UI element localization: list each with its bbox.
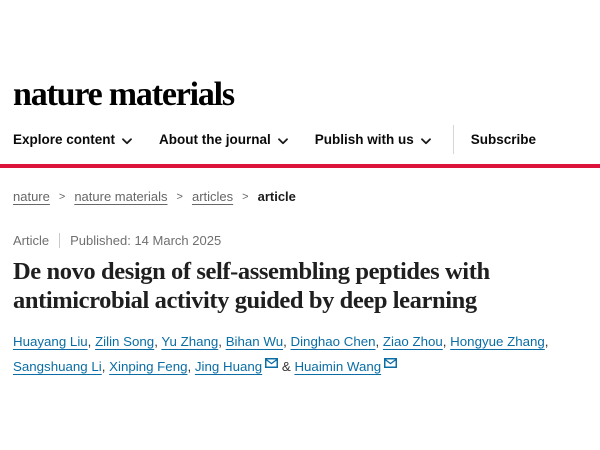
email-envelope-icon[interactable]	[265, 356, 278, 371]
nav-label: Explore content	[13, 132, 116, 147]
author-link[interactable]: Zilin Song	[95, 333, 155, 349]
nav-label: Publish with us	[314, 132, 414, 147]
author-link[interactable]: Huaimin Wang	[294, 359, 382, 375]
author-link[interactable]: Ziao Zhou	[382, 333, 443, 349]
breadcrumb	[13, 189, 587, 204]
chevron-down-icon	[122, 133, 132, 148]
brand-red-rule	[0, 164, 600, 168]
nav-label: About the journal	[159, 132, 271, 147]
author-separator: ,	[442, 333, 451, 349]
journal-nav	[13, 125, 587, 154]
breadcrumb-separator: >	[58, 190, 66, 203]
breadcrumb-link-nature-materials[interactable]: nature materials	[74, 189, 168, 204]
author-link[interactable]: Sangshuang Li	[13, 359, 102, 375]
nav-explore-content[interactable]	[13, 125, 132, 154]
breadcrumb-separator: >	[176, 190, 183, 203]
nav-publish-with-us[interactable]	[315, 125, 431, 154]
author-link[interactable]: Yu Zhang	[161, 333, 219, 349]
author-separator: ,	[87, 333, 96, 349]
author-link[interactable]: Bihan Wu	[225, 333, 284, 349]
email-envelope-icon[interactable]	[384, 356, 397, 371]
author-separator: ,	[154, 333, 162, 349]
author-separator: ,	[544, 333, 549, 349]
author-link[interactable]: Huayang Liu	[13, 333, 88, 349]
article-meta	[13, 233, 587, 248]
nav-divider	[453, 125, 454, 154]
author-separator: ,	[218, 333, 226, 349]
ampersand: &	[278, 359, 295, 375]
article-title: De novo design of self-assembling peptides with antimicrobial activity guided by deep learning	[13, 258, 490, 314]
chevron-down-icon	[278, 133, 288, 148]
breadcrumb-link-articles[interactable]: articles	[191, 189, 234, 204]
author-link[interactable]: Hongyue Zhang	[450, 333, 545, 349]
meta-divider	[59, 233, 60, 248]
author-list	[13, 331, 587, 379]
published-date: Published: 14 March 2025	[70, 233, 222, 248]
author-link[interactable]: Xinping Feng	[109, 359, 188, 375]
author-separator: ,	[283, 333, 291, 349]
author-separator: ,	[375, 333, 383, 349]
journal-logo[interactable]: nature materials	[13, 76, 234, 113]
author-separator: ,	[187, 359, 195, 375]
article-type-label: Article	[13, 233, 50, 248]
author-link[interactable]: Dinghao Chen	[290, 333, 376, 349]
breadcrumb-current: article	[257, 189, 296, 204]
breadcrumb-link-nature[interactable]: nature	[13, 189, 50, 204]
nav-about-the-journal[interactable]	[159, 125, 288, 154]
subscribe-link[interactable]: Subscribe	[470, 132, 537, 147]
author-separator: ,	[101, 359, 110, 375]
breadcrumb-separator: >	[242, 190, 249, 203]
chevron-down-icon	[421, 133, 431, 148]
author-link[interactable]: Jing Huang	[194, 359, 263, 375]
